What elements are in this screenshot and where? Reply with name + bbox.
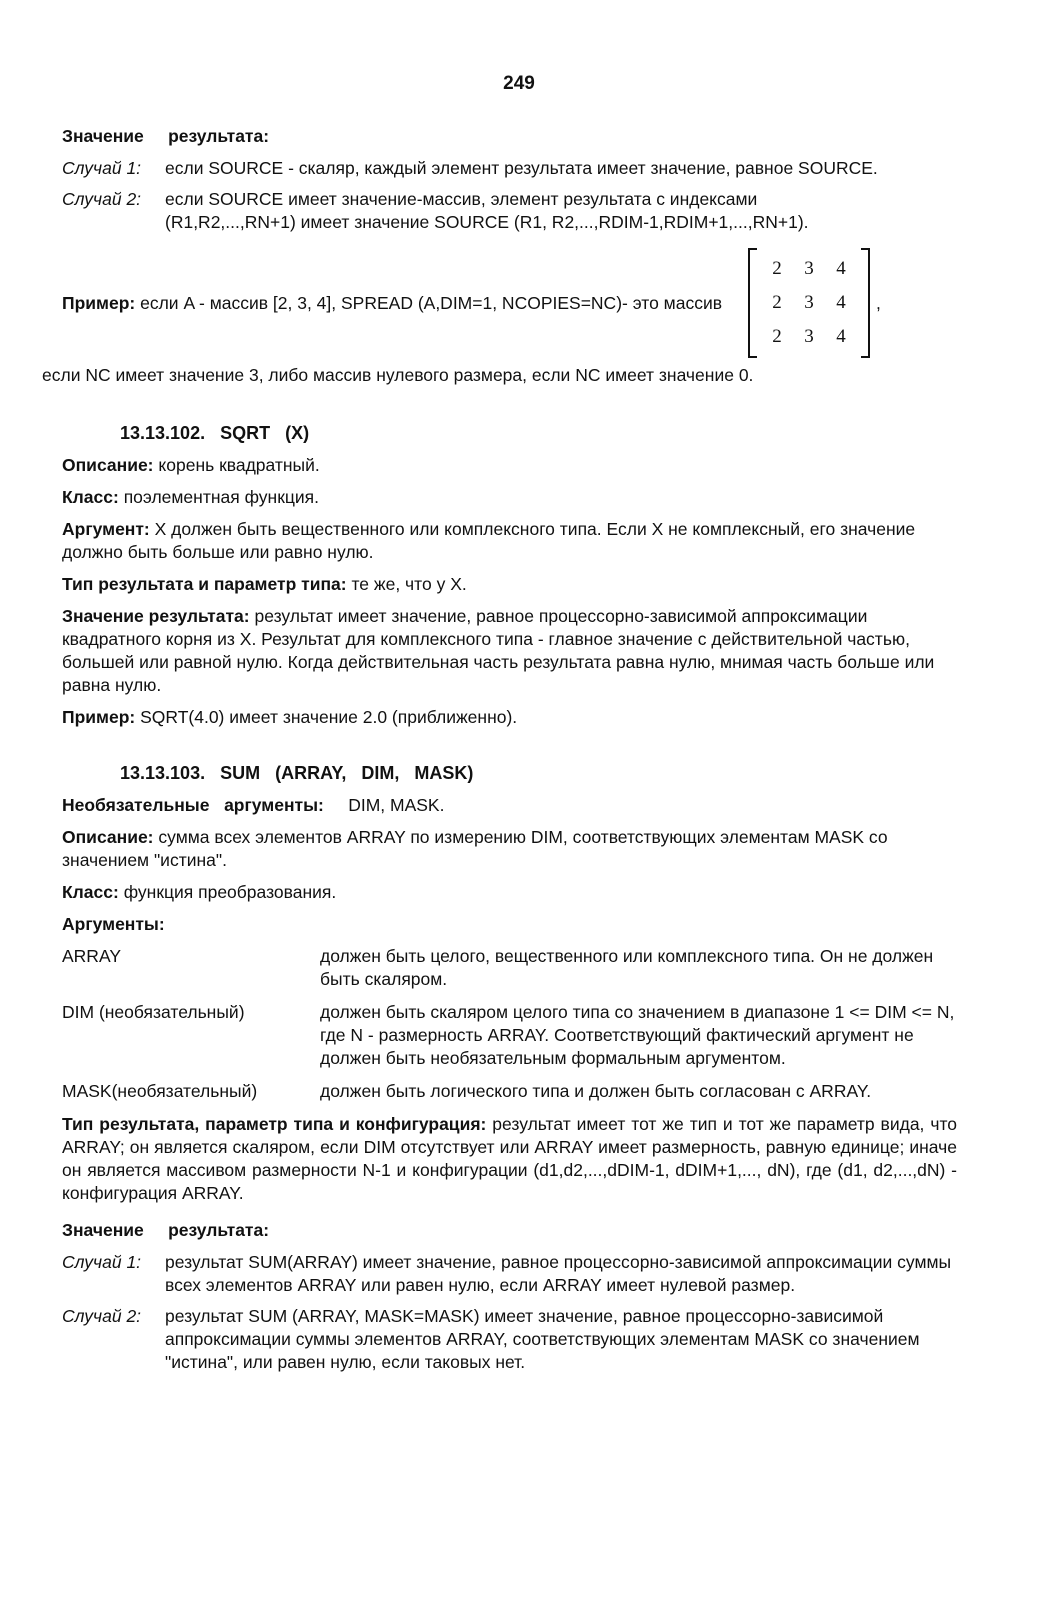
matrix-cell: 2: [772, 292, 782, 313]
sqrt-result-type: [62, 573, 957, 596]
value: функция преобразования.: [123, 882, 337, 902]
matrix-left-bracket: [748, 248, 757, 358]
case-text-line: если SOURCE имеет значение-массив, элемент результата с индексами: [165, 189, 758, 209]
sqrt-argument: [62, 518, 957, 564]
page-body: [42, 60, 957, 1382]
label: Пример:: [62, 707, 136, 727]
argument-desc: должен быть скаляром целого типа со значением в диапазоне 1 <= DIM <= N, где N - размерность ARRAY. Соответствующий фактический аргумент не должен быть необязательным формальным аргументом.: [320, 1002, 955, 1068]
label: Значение результата:: [62, 606, 250, 626]
example-text: если A - массив [2, 3, 4], SPREAD (A,DIM=1, NCOPIES=NC)- это массив: [140, 292, 723, 313]
argument-name: DIM (необязательный): [62, 1002, 245, 1022]
value: результат имеет тот же тип и тот же параметр вида, что ARRAY; он является скаляром, если DIM отсутствует или ARRAY имеет размерность, равную единице; иначе он является массивом размерности N-1 и конфигурации (d1,d2,...,dDIM-1, dDIM+1,..., dN), где (d1, d2,...,dN) - конфигурация ARRAY.: [62, 1114, 957, 1203]
value: те же, что у X.: [351, 574, 467, 594]
sum-value-heading: Значение результата:: [62, 1220, 270, 1240]
sum-description: [62, 826, 957, 872]
case-text: [165, 188, 957, 234]
result-value-heading: Значение результата:: [62, 126, 270, 146]
sqrt-heading: 13.13.102. SQRT (X): [120, 423, 310, 443]
page-number: 249: [503, 73, 535, 94]
sqrt-example: [62, 706, 957, 729]
sqrt-class: [62, 486, 957, 509]
matrix-comma: ,: [876, 292, 881, 313]
case-text: результат SUM(ARRAY) имеет значение, равное процессорно-зависимой аппроксимации суммы всех элементов ARRAY или равен нулю, если ARRAY имеет нулевой размер.: [165, 1252, 952, 1295]
sqrt-result-value: [62, 605, 957, 697]
sum-result-type: [62, 1113, 957, 1205]
value: SQRT(4.0) имеет значение 2.0 (приближенно).: [140, 707, 518, 727]
matrix-cell: 4: [836, 258, 846, 279]
sum-heading: 13.13.103. SUM (ARRAY, DIM, MASK): [120, 763, 474, 783]
case-text: результат SUM (ARRAY, MASK=MASK) имеет значение, равное процессорно-зависимой аппроксимации суммы элементов ARRAY, соответствующих элементам MASK со значением "истина", или равен нулю, если таковых нет.: [165, 1306, 920, 1372]
argument-row: [62, 1001, 957, 1070]
label: Класс:: [62, 487, 119, 507]
value: DIM, MASK.: [348, 795, 445, 815]
result-matrix: [748, 248, 870, 358]
matrix-grid: [757, 248, 861, 358]
label: Класс:: [62, 882, 119, 902]
case-label: Случай 2:: [62, 1306, 142, 1326]
value: поэлементная функция.: [123, 487, 319, 507]
value: результат имеет значение, равное процессорно-зависимой аппроксимации квадратного корня из X. Результат для комплексного типа - главное значение с действительной частью, большей или равной нулю. Когда действительная часть результата равна нулю, мнимая часть больше или равна нулю.: [62, 606, 935, 695]
label: Описание:: [62, 827, 154, 847]
label: Тип результата и параметр типа:: [62, 574, 347, 594]
matrix-cell: 2: [772, 258, 782, 279]
matrix-cell: 3: [804, 326, 814, 347]
matrix-cell: 3: [804, 258, 814, 279]
value: корень квадратный.: [158, 455, 320, 475]
matrix-cell: 4: [836, 292, 846, 313]
sum-args-label: Аргументы:: [62, 914, 165, 934]
example-label: Пример:: [62, 292, 136, 313]
argument-desc: должен быть целого, вещественного или комплексного типа. Он не должен быть скаляром.: [320, 946, 934, 989]
sum-case-2: [62, 1305, 957, 1374]
sum-optional-args: [62, 794, 957, 817]
case-label: Случай 1:: [62, 158, 142, 178]
argument-name: ARRAY: [62, 946, 121, 966]
case-text: если SOURCE - скаляр, каждый элемент результата имеет значение, равное SOURCE.: [165, 158, 878, 178]
case-1: [62, 157, 957, 180]
argument-desc: должен быть логического типа и должен быть согласован с ARRAY.: [320, 1081, 872, 1101]
example-continuation: если NC имеет значение 3, либо массив нулевого размера, если NC имеет значение 0.: [42, 365, 754, 385]
value: сумма всех элементов ARRAY по измерению DIM, соответствующих элементам MASK со значением "истина".: [62, 827, 888, 870]
spread-example: [62, 248, 957, 358]
argument-name: MASK(необязательный): [62, 1081, 258, 1101]
case-2: [62, 188, 957, 234]
argument-row: [62, 945, 957, 991]
label: Необязательные аргументы:: [62, 795, 324, 815]
value: X должен быть вещественного или комплексного типа. Если X не комплексный, его значение должно быть больше или равно нулю.: [62, 519, 916, 562]
matrix-right-bracket: [861, 248, 870, 358]
label: Описание:: [62, 455, 154, 475]
case-label: Случай 1:: [62, 1252, 142, 1272]
sum-case-1: [62, 1251, 957, 1297]
label: Тип результата, параметр типа и конфигурация:: [62, 1114, 487, 1134]
sqrt-description: [62, 454, 957, 477]
matrix-cell: 4: [836, 326, 846, 347]
label: Аргумент:: [62, 519, 150, 539]
sum-class: [62, 881, 957, 904]
case-text-line: (R1,R2,...,RN+1) имеет значение SOURCE (R1, R2,...,RDIM-1,RDIM+1,...,RN+1).: [165, 212, 809, 232]
argument-row: [62, 1080, 957, 1103]
matrix-cell: 2: [772, 326, 782, 347]
matrix-cell: 3: [804, 292, 814, 313]
case-label: Случай 2:: [62, 189, 142, 209]
